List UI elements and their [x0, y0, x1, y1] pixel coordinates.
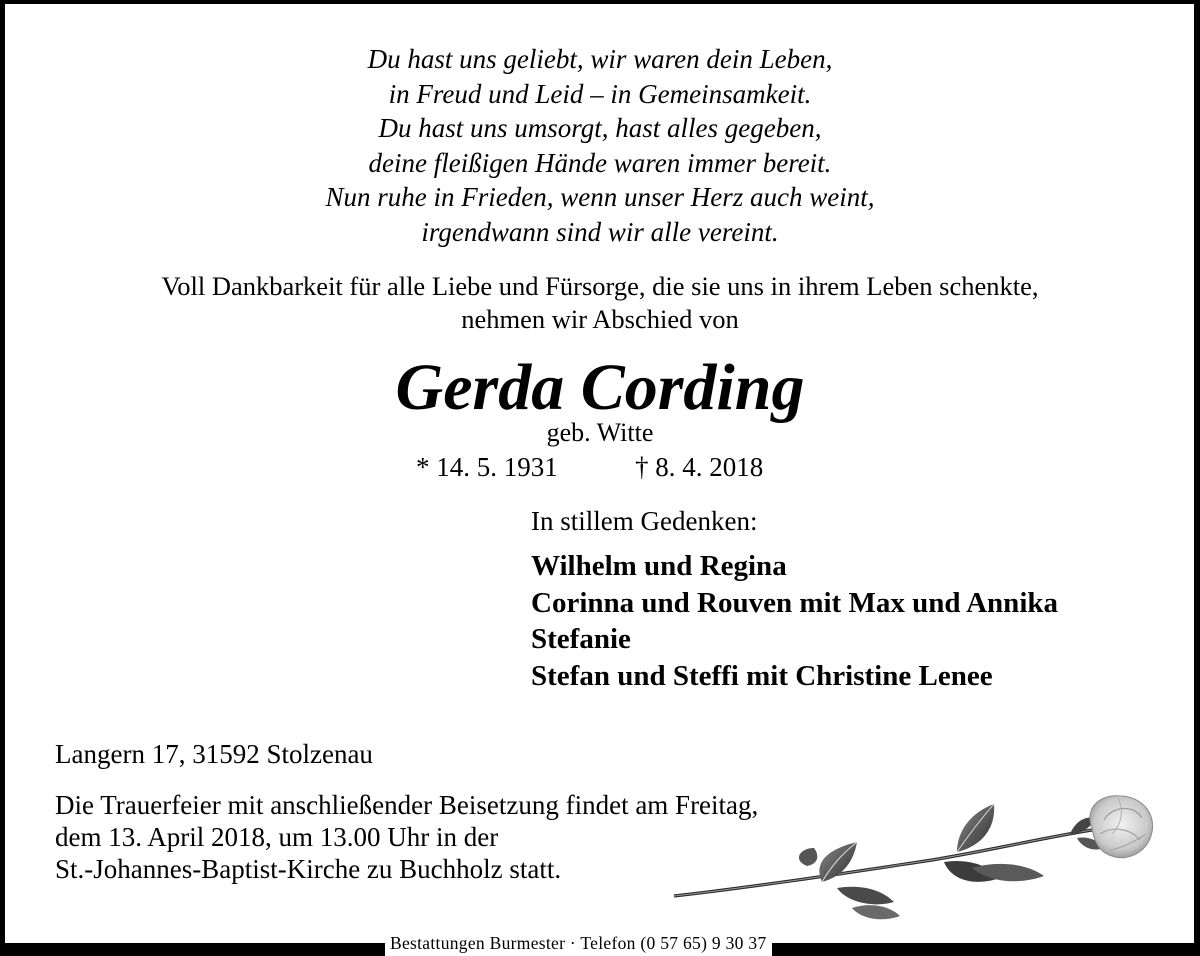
- mourner-family: Corinna und Rouven mit Max und Annika: [531, 586, 1058, 619]
- poem-line: irgendwann sind wir alle vereint.: [421, 216, 779, 247]
- poem-line: in Freud und Leid – in Gemeinsamkeit.: [388, 78, 812, 109]
- birth-date: * 14. 5. 1931: [416, 452, 558, 482]
- service-line: dem 13. April 2018, um 13.00 Uhr in der: [55, 822, 499, 852]
- poem-line: Nun ruhe in Frieden, wenn unser Herz auch weint,: [325, 182, 875, 212]
- service-line: Die Trauerfeier mit anschließender Beisetzung findet am Freitag,: [55, 790, 759, 820]
- mourner-family: Stefanie: [531, 623, 631, 655]
- mourner-family: Wilhelm und Regina: [531, 550, 787, 582]
- intro-text: [0, 270, 1200, 336]
- mourners-list: [531, 548, 1058, 694]
- service-line: St.-Johannes-Baptist-Kirche zu Buchholz statt.: [55, 854, 562, 884]
- maiden-name: geb. Witte: [546, 418, 654, 447]
- poem-line: deine fleißigen Hände waren immer bereit.: [368, 147, 832, 178]
- death-date: † 8. 4. 2018: [635, 452, 764, 482]
- poem-line: Du hast uns umsorgt, hast alles gegeben,: [378, 113, 822, 143]
- mourner-family: Stefan und Steffi mit Christine Lenee: [531, 659, 993, 692]
- funeral-home-credit: Bestattungen Burmester · Telefon (0 57 65) 9 30 37: [385, 933, 772, 956]
- rose-icon: [672, 790, 1162, 925]
- funeral-service-info: [55, 789, 758, 885]
- mourners-heading: In stillem Gedenken:: [531, 506, 758, 536]
- intro-line: nehmen wir Abschied von: [461, 304, 739, 334]
- intro-line: Voll Dankbarkeit für alle Liebe und Fürsorge, die sie uns in ihrem Leben schenkte,: [161, 271, 1039, 301]
- memorial-poem: [0, 42, 1200, 249]
- address: Langern 17, 31592 Stolzenau: [55, 739, 373, 769]
- deceased-name: Gerda Cording: [395, 351, 805, 424]
- poem-line: Du hast uns geliebt, wir waren dein Leben,: [367, 44, 833, 74]
